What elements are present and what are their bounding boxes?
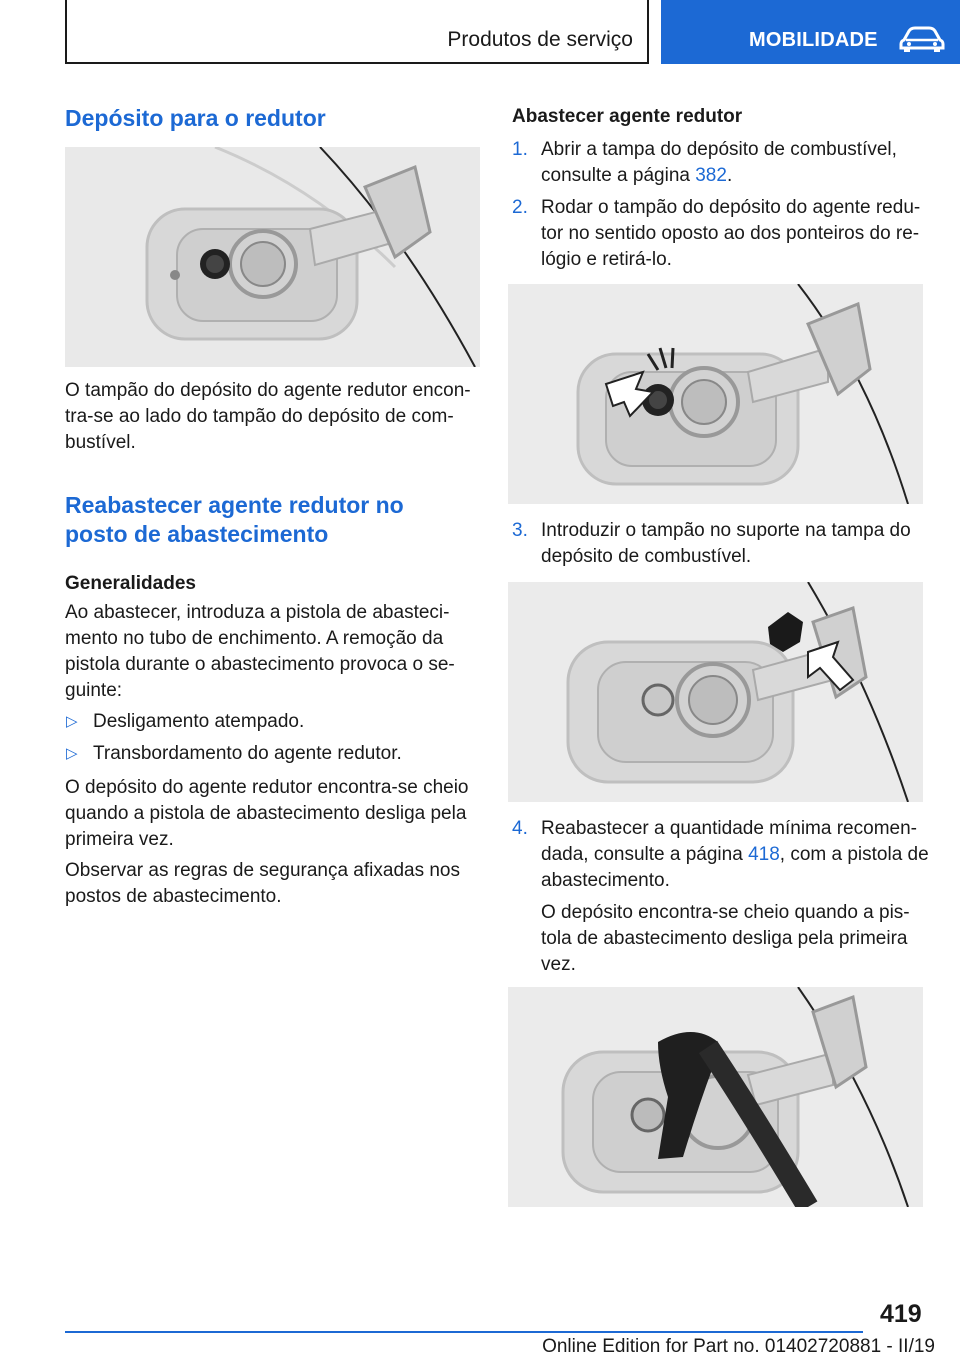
full-line-3: primeira vez. xyxy=(65,829,174,850)
step-2-line-2: tor no sentido oposto ao dos ponteiros do re- xyxy=(541,223,920,244)
step-2-line-3: lógio e retirá-lo. xyxy=(541,249,672,270)
step-number: 3. xyxy=(512,520,528,541)
step-4-line-1: Reabastecer a quantidade mínima recomen- xyxy=(541,818,917,839)
step-4-note-line-1: O depósito encontra-se cheio quando a pis- xyxy=(541,902,910,923)
step-number: 2. xyxy=(512,197,528,218)
steps-heading: Abastecer agente redutor xyxy=(512,106,743,127)
bullet-marker: ▷ xyxy=(66,713,78,730)
page-link-418[interactable]: 418 xyxy=(748,844,780,865)
step-4-note-line-3: vez. xyxy=(541,954,576,975)
bullet-marker: ▷ xyxy=(66,745,78,762)
step-1-line-2: consulte a página 382. xyxy=(541,165,733,186)
general-line-1: Ao abastecer, introduza a pistola de abasteci- xyxy=(65,602,450,623)
header-section-tab xyxy=(65,0,649,64)
full-line-1: O depósito do agente redutor encontra-se cheio xyxy=(65,777,469,798)
full-line-2: quando a pistola de abastecimento desliga pela xyxy=(65,803,467,824)
intro-line-2: tra-se ao lado do tampão do depósito de com- xyxy=(65,406,454,427)
step-1-line-1: Abrir a tampa do depósito de combustível, xyxy=(541,139,897,160)
page-link-382[interactable]: 382 xyxy=(695,165,727,186)
step-number: 4. xyxy=(512,818,528,839)
bullet-item-2: Transbordamento do agente redutor. xyxy=(93,743,402,764)
header-chapter-tab xyxy=(661,0,960,64)
step-2-line-1: Rodar o tampão do depósito do agente redu- xyxy=(541,197,921,218)
section-title-reducer-tank: Depósito para o redutor xyxy=(65,105,326,131)
section-title-refill-line-2: posto de abastecimento xyxy=(65,521,329,547)
header-chapter-title: MOBILIDADE xyxy=(749,29,878,51)
intro-line-3: bustível. xyxy=(65,432,136,453)
section-title-refill-line-1: Reabastecer agente redutor no xyxy=(65,492,404,518)
step-4-line-3: abastecimento. xyxy=(541,870,670,891)
general-line-3: pistola durante o abastecimento provoca o se- xyxy=(65,654,455,675)
intro-line-1: O tampão do depósito do agente redutor encon- xyxy=(65,380,471,401)
general-line-2: mento no tubo de enchimento. A remoção da xyxy=(65,628,444,649)
general-line-4: guinte: xyxy=(65,680,123,701)
figure-remove-cap xyxy=(508,284,923,504)
page-number: 419 xyxy=(880,1300,922,1328)
step-3-line-1: Introduzir o tampão no suporte na tampa do xyxy=(541,520,911,541)
step-number: 1. xyxy=(512,139,528,160)
step-3-line-2: depósito de combustível. xyxy=(541,546,752,567)
header-section-title: Produtos de serviço xyxy=(447,28,633,51)
step-4-note-line-2: tola de abastecimento desliga pela primeira xyxy=(541,928,908,949)
car-icon xyxy=(898,26,946,52)
observe-line-1: Observar as regras de segurança afixadas nos xyxy=(65,860,460,881)
figure-refill-nozzle xyxy=(508,987,923,1207)
observe-line-2: postos de abastecimento. xyxy=(65,886,282,907)
figure-stow-cap xyxy=(508,582,923,802)
bullet-item-1: Desligamento atempado. xyxy=(93,711,305,732)
footer-edition: Online Edition for Part no. 01402720881 - II/19 xyxy=(542,1336,935,1357)
general-heading: Generalidades xyxy=(65,573,196,594)
step-4-line-2: dada, consulte a página 418, com a pistola de xyxy=(541,844,929,865)
figure-reducer-cap-location xyxy=(65,147,480,367)
footer-divider xyxy=(65,1331,863,1333)
